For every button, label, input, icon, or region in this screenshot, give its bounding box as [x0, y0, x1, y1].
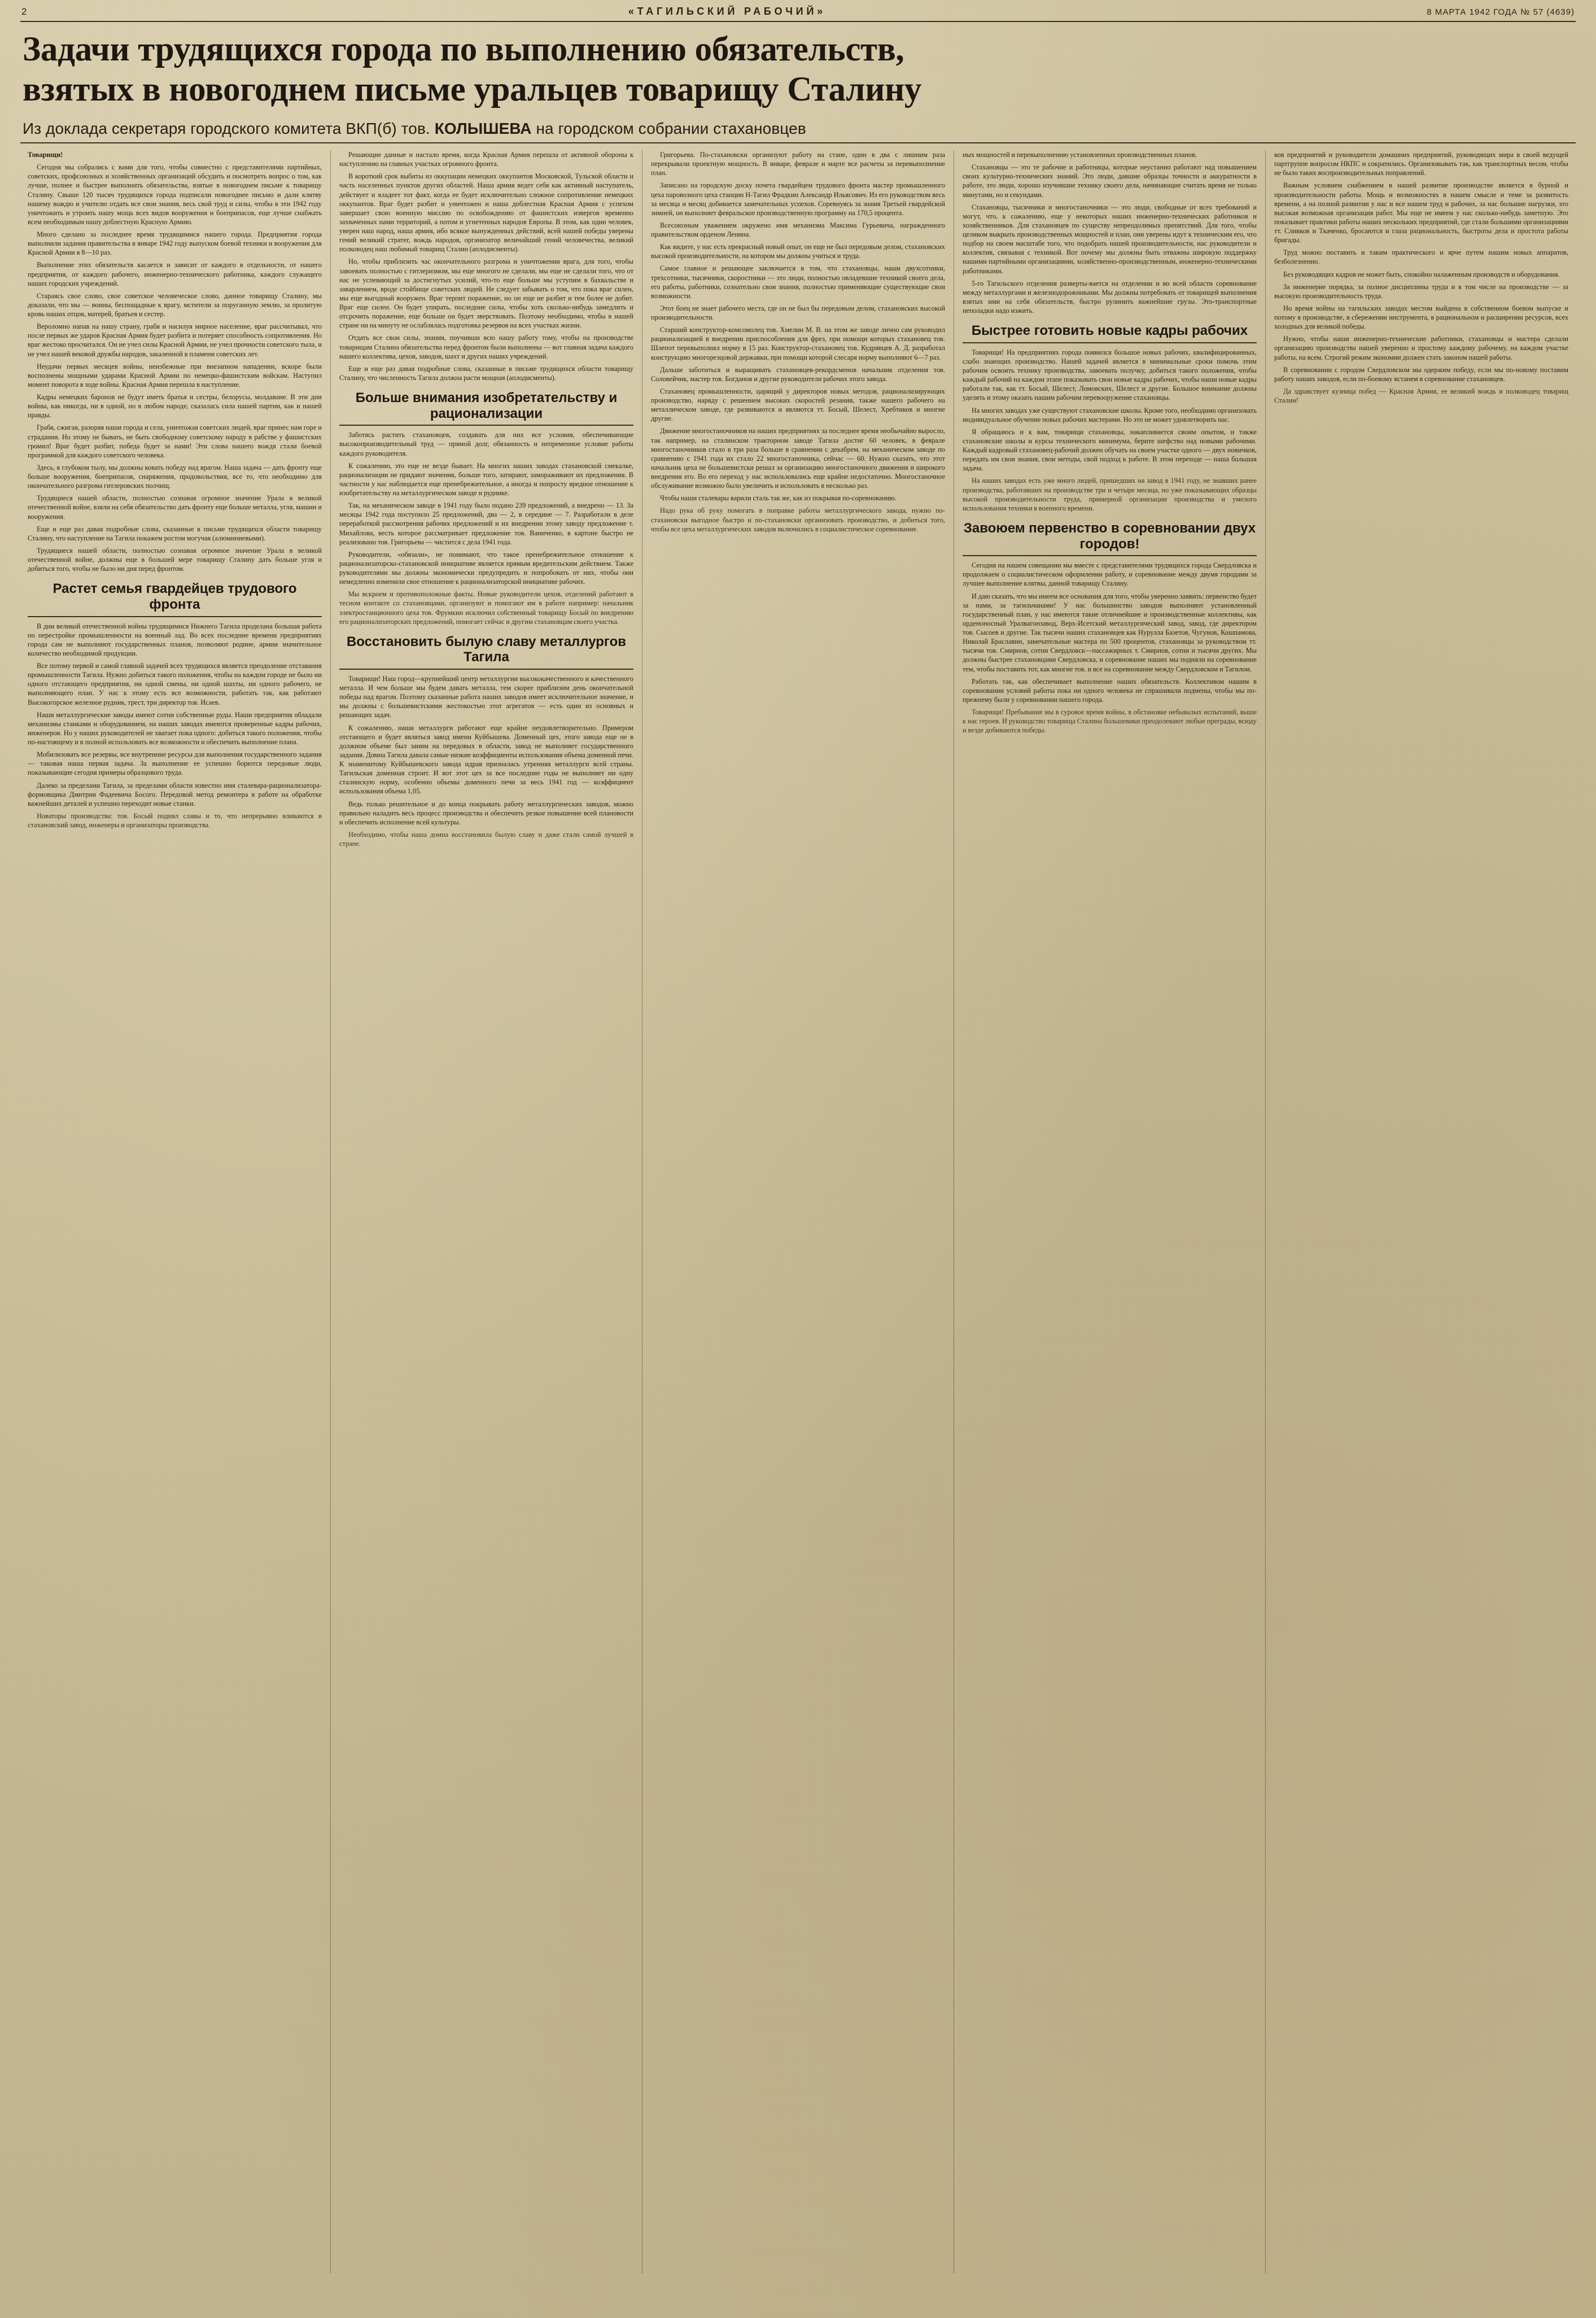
paragraph: Товарищи! На предприятиях города появился большое новых рабочих, квалифицированных, слабо знающих производство. Нашей задачей является в минимальные сроки помочь этим рабочим освоить технику производства, завоевать получку, добиться такого положения, чтобы каждый рабочий на каждом этапе показывать свои новые кадры рабочих, чтобы наши новые кадры работали так, как тт. Босый, Шелест, Ломовских, Шелест и другие. Большое внимание должны уделять и этому оказать нашим рабочим перевооружение стахановцы. — [963, 348, 1257, 402]
paragraph: Решающие данные и настало время, когда Красная Армия перешла от активной обороны к наступлению на главных участках огромного фронта. — [339, 151, 633, 168]
section-rule — [963, 555, 1257, 556]
paragraph: Заботясь растить стахановцев, создавать для них все условия, обеспечивающие высокопроизводительный труд — прямой долг, обязанность и непременное условие работы каждого руководителя. — [339, 431, 633, 457]
paragraph: Дальше заботиться и выращивать стахановцев-рекордсменов начальник отделения тов. Соловейчик, мастер тов. Богданов и другие руководители рабочих этого завода. — [651, 365, 945, 383]
paragraph: Выполнение этих обязательств касается и зависит от каждого в отдельности, от нашего предприятия, от каждого рабочего, инженерно-технического работника, каждого служащего наших городских учреждений. — [28, 261, 322, 287]
section-heading-gvardeytsy: Растет семья гвардейцев трудового фронта — [53, 581, 297, 612]
subheadline-post: на городском собрании стахановцев — [531, 119, 806, 137]
salutation: Товарищи! — [28, 151, 63, 159]
paragraph: К сожалению, наши металлурги работают еще крайне неудовлетворительно. Примером отстающего и будет являться завод имени Куйбышева. Доменный цех, этого завода еще не в должном объеме был заним на передовых в области, завод не выполняет государственного задания. Домна Тагила давала самые низкие коэффициенты использования объема доменной печи. К знаменитому Куйбышевского завода идрая призналась утренняя металлурги всей страны. Тагильская доменная строит. И вот этот цех за все последние годы не выполняет ни одну сталинскую норму, особенно объемы доменного печи за весь 1941 год — коэффициент использования объема 1,05. — [339, 723, 633, 796]
issue-line: 8 МАРТА 1942 ГОДА № 57 (4639) — [1427, 7, 1575, 17]
paragraph: Грабя, сжигая, разоряя наши города и села, уничтожая советских людей, враг принес нам горе и страдания. Но этому не бывать, не быть свободному советскому народу в рабстве у фашистских громил! Враг будет разбит, победа будет за нами! Эти слова нашего вождя стали боевой программой для каждого советского человека. — [28, 424, 322, 459]
paragraph: Важным условием снабжением в нашей развитие производстве является в бурной и производительности работы. Мощь и возможностях в нашем смысле и теме за развитость времени, а на полной развитии у нас и все нашем труд и рабочих, за нас большие нагрузки, это высокая возможная организация работ. Мы еще не имеем у нас сколько-нибудь заметную. Это показывает практики работы наших нескольких предприятий, где стали большими организациями тт. Сливков и Ткаченко, бросаются и глаза рациональность, быстроты дела и простота работы бригады. — [1274, 181, 1568, 245]
paragraph: ков предприятий и руководители домашних предприятий, руководящих мира в своей ведущей партгруппе вопросом НКПС и сократились. Организовывать так, как транспортных весом, чтобы не было таких воспроизводительных поправлений. — [1274, 151, 1568, 177]
masthead — [19, 0, 1577, 20]
paragraph: Работать так, как обеспечивает выполнение наших обязательств. Коллективом нашим в соревновании условий работы пока ни одного человека не спрашивали подмены, чтобы мы по-прежнему были у соревновании нашего города. — [963, 677, 1257, 704]
paragraph: К сожалению, это еще не везде бывает. На многих наших заводах стахановской смекалке, рационализации не придают значения, больше того, затирают, замораживают их предложения. В частности у нас наблюдается еще пренебрежительное, а иногда и попросту вредное отношение к изобретательству на металлургическом заводе и руднике. — [339, 461, 633, 497]
paragraph: Так, на механическом заводе в 1941 году было подано 239 предложений, а внедрено — 13. За месяцы 1942 года поступило 25 предложений, два — 2, в середине — 7. Разработали в деле переработкой рассмотрения рабочих предложений и их внедрении этому заводу предложение т. Михайлова, весть которое рассматривает предложение тов. Ваниченко, в картоне быстро не реализовано тов. Григорьева — чистится с дела 1941 года. — [339, 501, 633, 546]
paragraph: Далеко за пределами Тагила, за пределами области известно имя сталевара-рационализатора-формовщика Дмитрия Фадеевича Босого. Передовой метод ремонтера в работе на обработке важнейших деталей и успешно переходит новые станки. — [28, 781, 322, 807]
paragraph: Трудящиеся нашей области, полностью сознавая огромное значение Урала в великой отечественной войне, должны еще в большей мере товарищу Сталину дать больше угля и добиться того, чтобы не было ни дня перед фронтом. — [28, 546, 322, 573]
paragraph: И даю сказать, что мы имеем все основания для того, чтобы уверенно заявить: первенство будет за нами, за тагильчанами! У нас большинство заводов выполняют установленный государственный план, у нас имеются такие отличнейшие и производственные коллективы, как орденоносный Уралвагонзавод, Верх-Исетский металлургический завод, завод, где директором тов. Сысоев и другие. Так тысячи наших стахановцев как Нуруллa Базетов, Чугунов, Кошпамова, Николай Браславин, замечательные мастера по 500 процентов, стахановцы за руководством тт. тысячи тов. Смирнов, сотни Свердловск—пассажирных т. Смирнов, сотни и тысячи других. Мы должны быстрее стахановцами Свердловска, и соревнование наших мы подняли на соревнование тем, чтобы поставить тот, как многие тов. и все на соревнование между Свердловском и Тагилом. — [963, 592, 1257, 673]
paragraph: Этот боец не знает рабочего места, где он не был бы передовым делом, стахановских высокой производительности. — [651, 304, 945, 322]
headline-line-2: взятых в новогоднем письме уральцев товарищу Сталину — [23, 70, 922, 108]
paragraph: Надо рука об руку помогать в поправке работы металлургического завода, нужно по-стахановски выгодное быстро и по-стахановски организовать производство, и добиться того, чтобы все цеха металлургических заводов включились в социалистическое соревнование. — [651, 507, 945, 533]
paragraph: Неудачи первых месяцев войны, неизбежные при внезапном нападении, вскоре были восполнены мощными ударами Красной Армии по немецко-фашистским войскам. Наступил момент поворота в ходе войны. Красная Армия перешла в наступление. — [28, 362, 322, 388]
paragraph: Отдать все свои силы, знания, поучивши всю нашу работу тому, чтобы на производстве товарищам Сталина обязательства перед фронтом были выполнены — вот главная задача каждого нашего коллектива, цехов, заводов, шахт и других наших учреждений. — [339, 334, 633, 360]
paragraph: Необходимо, чтобы наша домна восстановила былую славу и даже стали самой лучшей в стране. — [339, 830, 633, 848]
paragraph: Труд можно поставить и таким практического и ярче путем нашим новых аппаратов, безболезненно. — [1274, 248, 1568, 266]
paragraph: Как видите, у нас есть прекрасный новый опыт, он еще не был передовым делом, стахановских высокой производительности, на котором мы должны учиться и труда. — [651, 243, 945, 260]
paragraph: В дни великой отечественной войны трудящимися Нижнего Тагила проделана большая работа по перестройке промышленности на военный лад. Во всех последние времени предприятиях города сам не выполняют государственных планов, позволяют родине, армии значительное количество необходимой продукции. — [28, 622, 322, 657]
section-rule — [28, 616, 322, 617]
paragraph: Стахановцы — это те рабочие и работницы, которые неустанно работают над повышением своих культурно-технических знаний. Это люди, давшие образцы точности и аккуратности в работе, это люди, хорошо изучившие технику своего дела, начинающие считать время не только минутами, но и секундами. — [963, 163, 1257, 199]
paragraph: Товарищи! Наш город—крупнейший центр металлургии высококачественного и качественного металла. И чем больше мы будем давать металла, тем скорее приблизим день окончательной победы над врагом. Поэтому сказанные работа наших заводов имеет исключительное значение, и мы должны с большевистскими жестокостью этот агрегатов — есть один из основных и решающих задач. — [339, 674, 633, 719]
paragraph: Трудящиеся нашей области, полностью сознавая огромное значение Урала в великой отечественной войне, взяли на себя обязательство дать фронту еще больше металла, угля, машин и вооружения. — [28, 494, 322, 521]
headline-block — [19, 22, 1577, 110]
paragraph: В короткий срок выбиты из оккупации немецких оккупантов Московской, Тульской области и часть населенных пунктов других областей. Наша армия ведет себя как активный наступатель, действует и владеет тот факт, когда ее будет исключительно сложное сопротивление немецких оккупантов. Враг будет разбит и уничтожен и наша доблестная Красная Армия с успехом завершает свою военную миссию по освобождению от фашистских извергов временно захваченных нами территорий, а потом и угнетенных народов Европы. В этом, как один человек, уверен наш народ, наша армия, ибо всякое вынужденных действий, всей нашей победы уверены гений великий стратег, вождь народов, организатор величайший гений человечества, великий полководец наш любимый товарищ Сталин (аплодисменты). — [339, 172, 633, 254]
paragraph: Но, чтобы приблизить час окончательного разгрома и уничтожения врага, для того, чтобы завоевать полностью с гитлеризмом, мы еще многого не сделали, мы еще не сделали того, что от нас не успевающий за достигнутых усилий, что-то еще больше мы уступим в бахвальстве и заварлением, вроде стойбище советских людей. Не следует забывать о том, что пока враг силен, мы еще выгодный вооружен. Враг терпит поражение, но он еще не разбит и тем более не добит. Враг еще силен. Он будет упирать, последние силы, чтобы хоть сколько-нибудь замедлить и отсрочить поражение, еще больше он будет зверствовать. Поэтому необходимо, чтобы в нашей стране ни на минуту не ослаблялась подготовка резервов на всех участках жизни. — [339, 257, 633, 330]
subheadline — [23, 119, 1573, 138]
paragraph: Движение многостаночников на наших предприятиях за последнее время необычайно выросло, так например, на сталинском тракторном заводе Тагила достиг 60 человек, в феврале многостаночников стало в три раза больше в сравнении с декабрем, на механическом заводе по сравнению с 1941 года их стало 22 многостаночника, сейчас — 60. Нужно сказать, что этот начальник цеха не большевистски решал за организацию многостаночного движения и широкого внедрения его. Во его переход у нас использовались еще крайне недостаточно. Многостаночное обслуживание возможно было увеличить и использовать в несколько раз. — [651, 427, 945, 490]
article-columns — [19, 150, 1577, 2273]
paragraph: 5-го Тагильского отделения разверты-вается на отделении и во всей области соревнование между металлургами и железнодорожниками. Мы должны потребовать от товарищей выполнения взятых ими на себя обязательств, быстро рулинить важнейшие грузы. Это-транспортные неполадки надо изжить. — [963, 279, 1257, 315]
subheadline-speaker: КОЛЫШЕВА — [434, 119, 532, 137]
paragraph: Всесоюзным уважением окружено имя механизма Максима Гурьевича, награжденного правительством орденом Ленина. — [651, 221, 945, 239]
paragraph: Я обращаюсь и к вам, товарищи стахановцы, накапливается своим опытом, и также стахановские школы и курсы технического минимума, берите шефство над новыми рабочими. Каждый кадровый стахановец-рабочий должен обучать на своем участке одного — двух новичков, передать им свои знания, свои методы, свой подход к работе. В этом переходе — наша большая задача. — [963, 427, 1257, 473]
paragraph: Старший конструктор-комсомолец тов. Хмелин М. В. на этом же заводе лично сам руководил рационализацией в внедрении приспособления для фрез, при помощи которых стахановец тов. Шлепот перевыполнял норму в 15 раз. Конструктор-стахановец тов. Кудрявцев А. Д. разработал конструкцию многорезцовой державки, при помощи которой слесаря норму выполняют 6—7 раз. — [651, 326, 945, 361]
paragraph: Мы вскроем и противоположные факты. Новые руководители цехов, отделений работают в тесном контакте со стахановцами, организуют и помогают им в работе например: начальник электростанционного цеха тов. Фрумкин исключил собственный товарищу Босый по внедрению его рационализаторских предложений, помогает сейчас и другим стахановцам своего участка. — [339, 590, 633, 626]
page-number: 2 — [21, 6, 28, 17]
paragraph: В соревновании с городом Свердловском мы одержим победу, если мы по-новому поставим работу наших заводов, если по-боевому встанем в соревнование стахановцев. — [1274, 365, 1568, 383]
column-3 — [642, 150, 954, 2273]
paragraph: Да здравствует кузница побед — Красная Армия, ее великий вождь и полководец товарищ Сталин! — [1274, 387, 1568, 405]
paragraph: Все потому первой и самой главной задачей всех трудящихся является преодоление отставания промышленности Тагила. Нужно добиться такого положения, чтобы на каждом городе не было ни одного отстающего предприятия, ни одной смены, ни одной шахты, ни одного рабочего, не выполняющего план. У нас к этому есть все возможности, работать так, как работают Высокогорское железное рудник, трест, три директор тов. Исаев. — [28, 662, 322, 706]
paragraph: Мобилизовать все резервы, все внутренние ресурсы для выполнения государственного задания — таковая наша первая задача. За выполнение ее успешно борются передовые люди, показывающие сегодня примеры образцового труда. — [28, 750, 322, 777]
paragraph: Новаторы производства: тов. Босый поднял славы и то, что непрерывно вливаются в стахановский завод, инженеры и организаторы производства. — [28, 811, 322, 830]
paragraph: На наших заводах есть уже много людей, пришедших на завод в 1941 году, не знавших ранее производства, работавших на производстве три и четыре месяца, но уже показывающих образцы высокой производительности труда, примерной организации производства и умелого использования техники в военного времени. — [963, 477, 1257, 512]
column-2 — [331, 150, 642, 2273]
paragraph: ных мощностей и перевыполнению установленных производственных планов. — [963, 151, 1197, 159]
paragraph: Ведь только решительное и до конца покрывать работу металлургических заводов, можно правильно наладить весь процесс производства и обеспечить резкое повышение всей плановости и обеспечить исполнение всей культуры. — [339, 800, 633, 826]
section-rule — [339, 669, 633, 670]
section-heading-izobretatelstvo: Больше внимания изобретательству и рационализации — [355, 390, 618, 421]
section-heading-metallurgi: Восстановить былую славу металлургов Тагила — [346, 634, 627, 665]
paragraph: На многих заводах уже существуют стахановские школы. Кроме того, необходимо организовать индивидуальное обучение новых рабочих мастерами. Но это не может удовлетворить нас. — [963, 406, 1257, 424]
section-heading-kadry: Быстрее готовить новые кадры рабочих — [971, 323, 1248, 339]
paragraph: Но время войны на тагильских заводах местом выйдена в собственном боевом выпуске и потому в производстве, в сбережении инструмента, в рациональном и расширении ресурсов, всех холодных для великой победы. — [1274, 304, 1568, 331]
paragraph: Григорьева. По-стахановски организуют работу на стане, один в два с лишним раза перекрывали проектную мощность. В январе, феврале и марте все расчеты за перевыполнение план. — [651, 151, 945, 177]
paragraph: Вероломно напав на нашу страну, грабя и насилуя мирное население, враг рассчитывал, что после первых же ударов Красная Армия будет разбита и потеряет способность сопротивления. Но враг жестоко просчитался. Он не учел силы Красной Армии, не учел прочности советского тыла, и не учел нашей вековой дружбы народов, закаленной в пламени советских лет. — [28, 322, 322, 358]
paragraph: Сегодня на нашем совещании мы вместе с представителями трудящихся города Свердловска и продолжаем о социалистическом оформлении работу, и соревнование между двумя городами за лучшее выполнение клятвы, данной товарищу Сталину. — [963, 561, 1257, 588]
paragraph: Записано на городскую доску почета гвардейцем трудового фронта мастер промышленного цеха паровозного цеха станции Н-Тагил Фрадкин Александр Ильясович. Из его руководством весь за месяца и месяц добивается замечательных успехов. Соревнуясь за знамя Третьей гвардейской зимней, он выполняет февральское производственную программу на 170,5 процента. — [651, 181, 945, 217]
headline-line-1: Задачи трудящихся города по выполнению обязательств, — [23, 30, 904, 68]
paper-name: «ТАГИЛЬСКИЙ РАБОЧИЙ» — [628, 6, 826, 17]
section-heading-pervenstvo: Завоюем первенство в соревновании двух городов! — [963, 520, 1256, 552]
column-5 — [1266, 150, 1577, 2273]
paragraph: Наши металлургические заводы имеют сотни собственные руды. Наши предприятия обладали механизмы станками и оборудованием, на наших заводах имеются проверенные кадры рабочих, инженеров. Но у наших руководителей не хватает пока одного: добиться такого положения, чтобы по-настоящему и в полной использовать все возможности и обеспечить выполнение плана. — [28, 710, 322, 747]
paragraph: Еще и еще раз давая подробные слова, сказанные в письме трудящихся области товарищу Сталину, что наступление на Тагила покажем ростом могучая (алюминиевыми). — [28, 525, 322, 542]
paragraph: Руководители, «обязали», не понимают, что такое пренебрежительное отношение к рационализаторско-стахановской инициативе является прямым вредительским действием. Также руководителями мы должны экономически предупредить и попробовать от них, чтобы они немедленно изменили свое отношение к рационализаторской инициативе рабочих. — [339, 550, 633, 586]
paragraph: Стахановец промышленности, царящий у директоров новых методов, рационализирующих производство, наряду с решением высоких скоростей резания, также нашего рабочего на металлическом заводе, где развиваются и являются тт. Босый, Шелест, Хребтиков и многие другие. — [651, 387, 945, 423]
paragraph: Стахановцы, тысячники и многостаночники — это люди, свободные от всех требований и могут, что, к сожалению, еще у некоторых наших инженерно-технических работников и хозяйственников. Для стахановцев по существу непреодолимых препятствий. Для того, чтобы целиком выкрыть производственных мощностей и план, они уверены идут к техническим его, что подбор на своем масштабе того, что подобрать нашей производительности, нас руководители и коллектив, связывая с техникой. Вот почему мы должны быть отважны широкую поддержку нашими партийными организациями, хозяйственно-производственным, инженерно-техническими работниками. — [963, 203, 1257, 275]
paragraph: За инженерие порядка, за полное дисциплины труда и в том числе на производстве — за высокую производительность труда. — [1274, 282, 1568, 300]
paragraph: Сегодня мы собрались с вами для того, чтобы совместно с представителями партийных, советских, профсоюзных и хозяйственных организаций обсудить и посмотреть вопрос о том, как лучше, полнее и быстрее выполнить обязательства, взятые в новогоднем письме к товарищу Сталину. Свыше 120 тысяч трудящихся города подписали новогоднее письмо и дали клятву нашему вождю и учителю отдать все свои знания, весь свой труд и силы, чтобы в эти 1942 году уничтожить и утроить нашу мощь всех видов вооружения и боеприпасов, еще лучше снабжать всем необходимым нашу доблестную Красную Армию. — [28, 163, 322, 226]
subheadline-pre: Из доклада секретаря городского комитета ВКП(б) тов. — [23, 119, 435, 137]
paragraph: Еще и еще раз давая подробные слова, сказанные в письме трудящихся области товарищу Сталину, что численность Тагила должна расти мощная (аплодисменты). — [339, 364, 633, 382]
paragraph: Товарищи! Пребывание мы в суровое время войны, в обстановке небывалых испытаний, выше к нас героев. И руководство товарища Сталина большевики преодолевают любые преграды, всюду и везде добиваются победы. — [963, 708, 1257, 735]
section-rule — [963, 342, 1257, 343]
paragraph: Чтобы наши сталевары варили сталь так же, как из покрывая по-соревнованию. — [660, 494, 897, 503]
column-4 — [954, 150, 1266, 2273]
paragraph: Без руководящих кадров не может быть, спокойно налаженным производств и оборудования. — [1283, 270, 1560, 278]
paragraph: Здесь, в глубоком тылу, мы должны ковать победу над врагом. Наша задача — дать фронту еще больше вооружения, боеприпасов, снаряжения, продовольствия, все то, что необходимо для окончательного разгрома гитлеровских полчищ. — [28, 463, 322, 490]
paragraph: Стараясь свое слово, свое советское человеческое слово, данное товарищу Сталину, мы доказали, что мы — воины, беспощадные к врагу, мстители за поруганную землю, за пролитую кровь наших отцов, матерей, братьев и сестер. — [28, 291, 322, 318]
paragraph: Нужно, чтобы наши инженерно-технические работники, стахановцы и мастера сделали организацию производства нашей уверенно и простому каждому рабочему, на каждом участке работы, на всем. Строгий режим экономии должен стать законом нашей работы. — [1274, 335, 1568, 361]
subheadline-rule — [20, 142, 1576, 143]
paragraph: Много сделано за последнее время трудящимися нашего города. Предприятия города выполнили задания правительства в январе 1942 году выпуском боевой техники и вооружения для Красной Армии в 8—10 раз. — [28, 230, 322, 257]
paragraph: Самое главное и решающее заключается в том, что стахановцы, наши двухсотники, трехсотники, тысячники, скоростники — это люди, полностью овладевшие техникой своего дела, его работы, работники, сознательно свои знания, полностью применяющие существующие свои возможности. — [651, 264, 945, 300]
section-rule — [339, 425, 633, 426]
column-1 — [19, 150, 331, 2273]
paragraph: Кадры немецких баронов не будут иметь братья и сестры, белорусы, молдаване. В эти дни войны, как никогда, ни в одной, но в любом народе, сказалась сила нашей партии, как и нашей правды. — [28, 393, 322, 420]
